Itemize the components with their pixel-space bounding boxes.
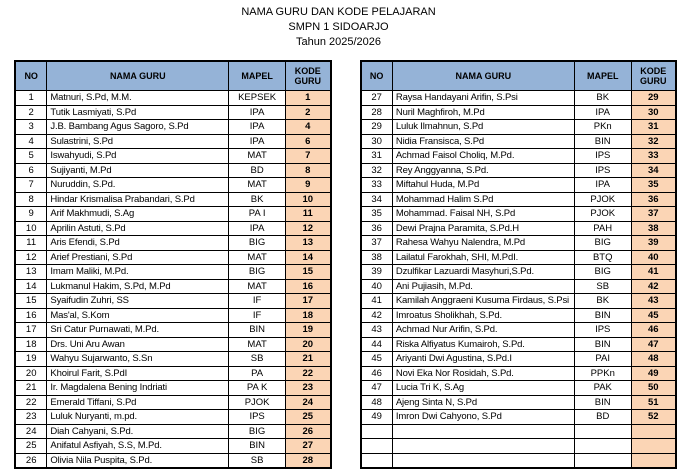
mapel-cell: SB [229,352,286,367]
title-block [0,0,677,50]
kode-guru-cell: 51 [631,395,676,410]
kode-guru-cell: 10 [286,192,331,207]
mapel-cell: SB [574,279,631,294]
nama-guru-cell: Matnuri, S.Pd, M.M. [47,91,229,106]
mapel-cell: BIG [574,236,631,251]
mapel-cell: MAT [229,337,286,352]
no-cell: 41 [361,294,393,309]
table-row [15,323,331,338]
kode-guru-cell: 32 [631,134,676,149]
no-cell: 8 [15,192,47,207]
mapel-cell: IPA [574,105,631,120]
nama-guru-cell: Ani Pujiasih, M.Pd. [392,279,574,294]
table-row [15,395,331,410]
header-row [361,61,677,91]
mapel-cell: MAT [229,279,286,294]
table-row [15,221,331,236]
kode-guru-cell: 41 [631,265,676,280]
no-cell [361,453,393,468]
nama-guru-cell: Novi Eka Nor Rosidah, S.Pd. [392,366,574,381]
no-cell: 12 [15,250,47,265]
kode-guru-cell: 50 [631,381,676,396]
no-cell: 43 [361,323,393,338]
nama-guru-cell: Mohammad Halim S.Pd [392,192,574,207]
teacher-table-right [360,60,677,469]
table-row [15,352,331,367]
mapel-cell: IPA [229,120,286,135]
mapel-cell: IPA [574,178,631,193]
nama-guru-cell: Kamilah Anggraeni Kusuma Firdaus, S.Psi [392,294,574,309]
table-row [15,381,331,396]
nama-guru-cell: Miftahul Huda, M.Pd [392,178,574,193]
kode-guru-cell: 14 [286,250,331,265]
kode-guru-cell: 34 [631,163,676,178]
no-cell: 46 [361,366,393,381]
nama-guru-cell: Imron Dwi Cahyono, S.Pd [392,410,574,425]
kode-guru-cell: 1 [286,91,331,106]
no-cell: 37 [361,236,393,251]
mapel-cell: PAH [574,221,631,236]
kode-guru-cell: 21 [286,352,331,367]
table-row [15,439,331,454]
table-row [15,163,331,178]
table-row [15,294,331,309]
nama-guru-cell [392,453,574,468]
no-cell: 23 [15,410,47,425]
mapel-cell: KEPSEK [229,91,286,106]
nama-guru-cell: Ir. Magdalena Bening Indriati [47,381,229,396]
no-cell: 32 [361,163,393,178]
kode-guru-cell: 40 [631,250,676,265]
no-cell: 13 [15,265,47,280]
nama-guru-cell: Achmad Nur Arifin, S.Pd. [392,323,574,338]
table-row [15,236,331,251]
nama-guru-cell: Dzulfikar Lazuardi Masyhuri,S.Pd. [392,265,574,280]
nama-guru-cell: Aprilin Astuti, S.Pd [47,221,229,236]
mapel-cell: BIG [574,265,631,280]
nama-guru-cell: Riska Alfiyatus Kumairoh, S.Pd. [392,337,574,352]
no-cell: 15 [15,294,47,309]
table-row [361,192,677,207]
table-row [361,149,677,164]
mapel-cell: IPS [574,323,631,338]
table-row [15,134,331,149]
mapel-cell: BIN [574,395,631,410]
no-cell: 3 [15,120,47,135]
mapel-cell: BK [229,192,286,207]
kode-guru-cell: 4 [286,120,331,135]
no-cell: 49 [361,410,393,425]
no-cell: 14 [15,279,47,294]
no-cell: 7 [15,178,47,193]
table-row [361,163,677,178]
nama-guru-cell: Rey Anggyanna, S.Pd. [392,163,574,178]
mapel-cell: BD [229,163,286,178]
mapel-cell: PAK [574,381,631,396]
mapel-cell [574,453,631,468]
mapel-cell: MAT [229,250,286,265]
no-cell: 18 [15,337,47,352]
nama-guru-cell: Dewi Prajna Paramita, S.Pd.H [392,221,574,236]
nama-guru-cell: Sulastrini, S.Pd [47,134,229,149]
nama-guru-cell: Khoirul Farit, S.PdI [47,366,229,381]
nama-guru-cell: Nuruddin, S.Pd. [47,178,229,193]
no-cell: 38 [361,250,393,265]
no-cell: 17 [15,323,47,338]
mapel-cell: BIN [574,134,631,149]
table-row [361,424,677,439]
school-year: Tahun 2025/2026 [295,36,382,48]
mapel-cell: PA [229,366,286,381]
no-cell: 11 [15,236,47,251]
no-cell: 39 [361,265,393,280]
kode-guru-cell: 25 [286,410,331,425]
nama-guru-cell: Lukmanul Hakim, S.Pd, M.Pd [47,279,229,294]
table-row [361,323,677,338]
table-row [361,395,677,410]
table-row [15,366,331,381]
kode-guru-cell: 26 [286,424,331,439]
kode-guru-cell [631,424,676,439]
table-row [15,453,331,468]
no-cell: 42 [361,308,393,323]
nama-guru-cell: Diah Cahyani, S.Pd. [47,424,229,439]
mapel-cell: PPKn [574,366,631,381]
nama-guru-cell: Drs. Uni Aru Awan [47,337,229,352]
nama-guru-cell: Arief Prestiani, S.Pd [47,250,229,265]
nama-guru-cell: Mohammad. Faisal NH, S.Pd [392,207,574,222]
nama-guru-cell: Arif Makhmudi, S.Ag [47,207,229,222]
no-cell [361,424,393,439]
kode-guru-cell: 52 [631,410,676,425]
table-row [15,149,331,164]
table-row [361,453,677,468]
no-cell: 36 [361,221,393,236]
table-row [15,250,331,265]
table-row [361,207,677,222]
kode-guru-cell: 49 [631,366,676,381]
nama-guru-cell: Rahesa Wahyu Nalendra, M.Pd [392,236,574,251]
kode-guru-cell: 6 [286,134,331,149]
school-name: SMPN 1 SIDOARJO [288,21,389,33]
kode-guru-cell: 47 [631,337,676,352]
nama-guru-cell: J.B. Bambang Agus Sagoro, S.Pd [47,120,229,135]
kode-guru-cell: 35 [631,178,676,193]
mapel-cell: BTQ [574,250,631,265]
kode-guru-cell [631,453,676,468]
mapel-cell: BIG [229,424,286,439]
kode-guru-cell: 8 [286,163,331,178]
kode-guru-cell: 16 [286,279,331,294]
table-row [361,381,677,396]
mapel-cell: PJOK [574,192,631,207]
no-cell: 2 [15,105,47,120]
no-cell: 22 [15,395,47,410]
kode-guru-cell: 23 [286,381,331,396]
no-cell: 30 [361,134,393,149]
no-cell: 20 [15,366,47,381]
kode-guru-cell: 43 [631,294,676,309]
mapel-cell: BIG [229,265,286,280]
no-cell: 9 [15,207,47,222]
kode-guru-cell: 2 [286,105,331,120]
mapel-cell: BIG [229,236,286,251]
no-cell: 29 [361,120,393,135]
nama-guru-cell [392,439,574,454]
no-cell: 10 [15,221,47,236]
mapel-cell: IPS [574,163,631,178]
nama-guru-cell: Emerald Tiffani, S.Pd [47,395,229,410]
table-row [361,308,677,323]
nama-guru-cell: Ariyanti Dwi Agustina, S.Pd.I [392,352,574,367]
table-row [15,120,331,135]
nama-guru-cell: Iswahyudi, S.Pd [47,149,229,164]
no-cell: 47 [361,381,393,396]
col-mapel: MAPEL [229,61,286,91]
document-title: NAMA GURU DAN KODE PELAJARAN [241,6,436,18]
table-row [361,366,677,381]
mapel-cell: IPS [229,410,286,425]
kode-guru-cell: 33 [631,149,676,164]
col-nama-guru: NAMA GURU [392,61,574,91]
nama-guru-cell: Achmad Faisol Choliq, M.Pd. [392,149,574,164]
nama-guru-cell: Olivia Nila Puspita, S.Pd. [47,453,229,468]
table-row [15,178,331,193]
kode-guru-cell: 46 [631,323,676,338]
no-cell: 16 [15,308,47,323]
no-cell: 5 [15,149,47,164]
no-cell: 25 [15,439,47,454]
table-row [361,105,677,120]
mapel-cell: PA I [229,207,286,222]
table-row [15,308,331,323]
no-cell: 44 [361,337,393,352]
nama-guru-cell [392,424,574,439]
mapel-cell: BK [574,294,631,309]
mapel-cell [574,424,631,439]
mapel-cell: BK [574,91,631,106]
nama-guru-cell: Luluk Nuryanti, m.pd. [47,410,229,425]
nama-guru-cell: Raysa Handayani Arifin, S.Psi [392,91,574,106]
no-cell: 27 [361,91,393,106]
kode-guru-cell: 27 [286,439,331,454]
table-row [361,294,677,309]
table-row [361,352,677,367]
kode-guru-cell: 42 [631,279,676,294]
mapel-cell: SB [229,453,286,468]
no-cell [361,439,393,454]
mapel-cell: IPA [229,105,286,120]
header-row [15,61,331,91]
no-cell: 28 [361,105,393,120]
table-row [361,178,677,193]
nama-guru-cell: Imroatus Sholikhah, S.Pd. [392,308,574,323]
mapel-cell: IF [229,308,286,323]
nama-guru-cell: Lailatul Farokhah, SHI, M.PdI. [392,250,574,265]
no-cell: 21 [15,381,47,396]
no-cell: 33 [361,178,393,193]
nama-guru-cell: Sri Catur Purnawati, M.Pd. [47,323,229,338]
kode-guru-cell: 36 [631,192,676,207]
table-row [361,120,677,135]
kode-guru-cell: 38 [631,221,676,236]
col-kode-guru: KODE GURU [286,61,331,91]
nama-guru-cell: Mas'al, S.Kom [47,308,229,323]
table-row [15,207,331,222]
kode-guru-cell: 39 [631,236,676,251]
kode-guru-cell: 13 [286,236,331,251]
mapel-cell: PJOK [574,207,631,222]
nama-guru-cell: Tutik Lasmiyati, S.Pd [47,105,229,120]
kode-guru-cell: 7 [286,149,331,164]
kode-guru-cell: 9 [286,178,331,193]
table-row [15,91,331,106]
kode-guru-cell: 11 [286,207,331,222]
table-row [361,279,677,294]
table-row [361,265,677,280]
table-row [361,134,677,149]
no-cell: 31 [361,149,393,164]
kode-guru-cell: 31 [631,120,676,135]
no-cell: 34 [361,192,393,207]
mapel-cell: IPS [574,149,631,164]
nama-guru-cell: Ajeng Sinta N, S.Pd [392,395,574,410]
mapel-cell: BIN [229,323,286,338]
table-row [15,410,331,425]
table-row [15,279,331,294]
nama-guru-cell: Imam Maliki, M.Pd. [47,265,229,280]
no-cell: 19 [15,352,47,367]
col-kode-guru: KODE GURU [631,61,676,91]
kode-guru-cell: 12 [286,221,331,236]
tables-container [0,60,677,469]
table-row [361,236,677,251]
table-row [15,105,331,120]
nama-guru-cell: Sujiyanti, M.Pd [47,163,229,178]
table-row [15,265,331,280]
mapel-cell: MAT [229,178,286,193]
teacher-table-left [14,60,332,469]
kode-guru-cell: 22 [286,366,331,381]
kode-guru-cell: 29 [631,91,676,106]
table-row [361,337,677,352]
no-cell: 35 [361,207,393,222]
mapel-cell: PJOK [229,395,286,410]
mapel-cell: IF [229,294,286,309]
kode-guru-cell: 45 [631,308,676,323]
table-row [15,337,331,352]
kode-guru-cell [631,439,676,454]
kode-guru-cell: 20 [286,337,331,352]
no-cell: 48 [361,395,393,410]
col-no: NO [15,61,47,91]
table-row [15,192,331,207]
nama-guru-cell: Nuril Maghfiroh, M.Pd [392,105,574,120]
mapel-cell: BD [574,410,631,425]
kode-guru-cell: 18 [286,308,331,323]
mapel-cell: PKn [574,120,631,135]
no-cell: 45 [361,352,393,367]
table-row [361,221,677,236]
nama-guru-cell: Aris Efendi, S.Pd [47,236,229,251]
no-cell: 4 [15,134,47,149]
table-row [15,424,331,439]
mapel-cell: BIN [574,308,631,323]
table-row [361,91,677,106]
mapel-cell: BIN [229,439,286,454]
no-cell: 1 [15,91,47,106]
no-cell: 24 [15,424,47,439]
mapel-cell [574,439,631,454]
kode-guru-cell: 15 [286,265,331,280]
nama-guru-cell: Wahyu Sujarwanto, S.Sn [47,352,229,367]
col-no: NO [361,61,393,91]
mapel-cell: IPA [229,221,286,236]
kode-guru-cell: 28 [286,453,331,468]
col-nama-guru: NAMA GURU [47,61,229,91]
mapel-cell: PAI [574,352,631,367]
mapel-cell: IPA [229,134,286,149]
no-cell: 6 [15,163,47,178]
kode-guru-cell: 19 [286,323,331,338]
nama-guru-cell: Hindar Krismalisa Prabandari, S.Pd [47,192,229,207]
mapel-cell: PA K [229,381,286,396]
table-row [361,410,677,425]
nama-guru-cell: Lucia Tri K, S.Ag [392,381,574,396]
mapel-cell: MAT [229,149,286,164]
nama-guru-cell: Syaifudin Zuhri, SS [47,294,229,309]
nama-guru-cell: Anifatul Asfiyah, S.S, M.Pd. [47,439,229,454]
kode-guru-cell: 37 [631,207,676,222]
kode-guru-cell: 30 [631,105,676,120]
kode-guru-cell: 48 [631,352,676,367]
table-row [361,250,677,265]
nama-guru-cell: Nidia Fransisca, S.Pd [392,134,574,149]
col-mapel: MAPEL [574,61,631,91]
kode-guru-cell: 17 [286,294,331,309]
no-cell: 40 [361,279,393,294]
mapel-cell: BIN [574,337,631,352]
nama-guru-cell: Luluk Ilmahnun, S.Pd [392,120,574,135]
table-row [361,439,677,454]
no-cell: 26 [15,453,47,468]
kode-guru-cell: 24 [286,395,331,410]
